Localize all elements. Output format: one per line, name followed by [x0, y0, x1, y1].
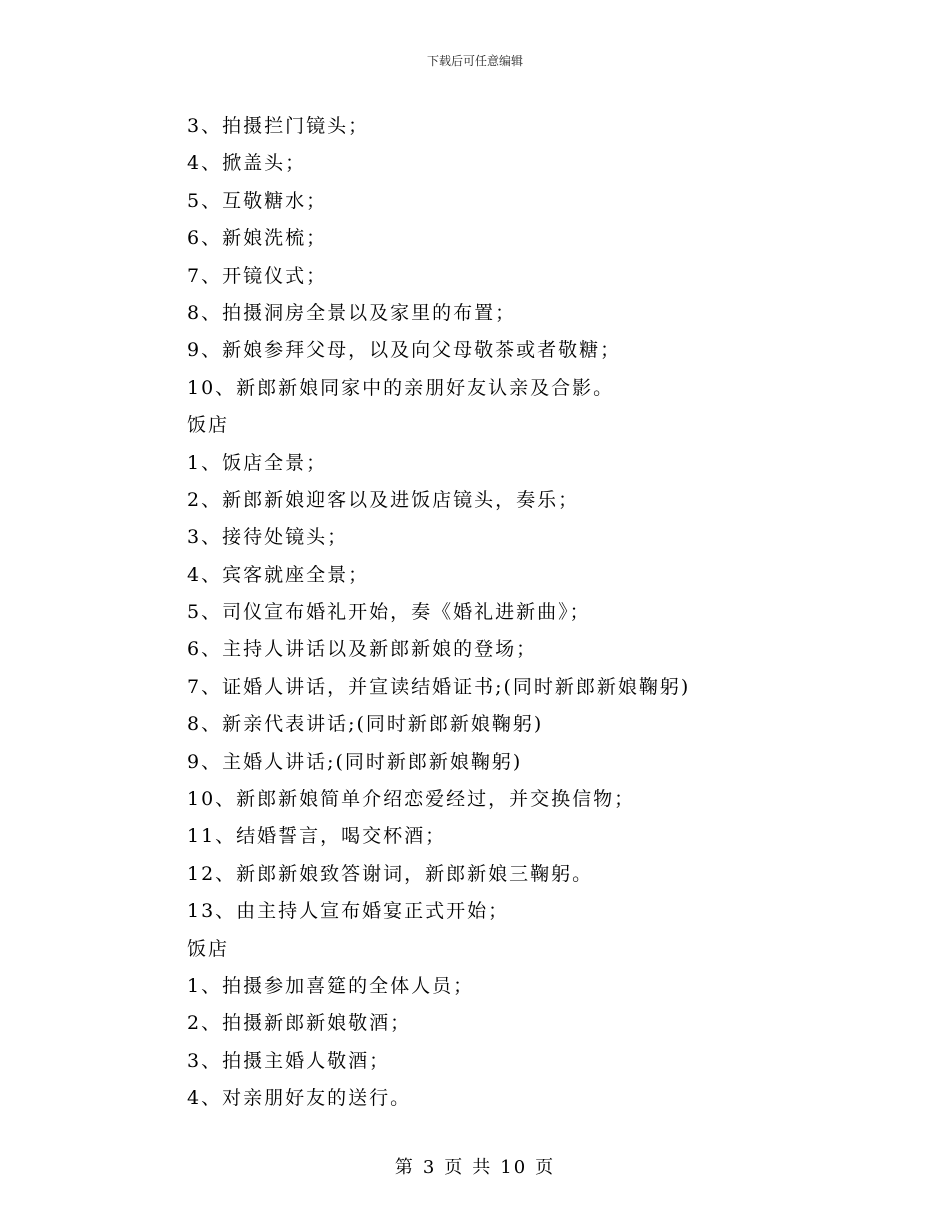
text-line: 13、由主持人宣布婚宴正式开始；: [187, 900, 510, 923]
text-line: 8、拍摄洞房全景以及家里的布置；: [187, 301, 517, 324]
text-line: 6、主持人讲话以及新郎新娘的登场；: [187, 638, 538, 661]
text-line: 4、宾客就座全景；: [187, 563, 370, 586]
footer-total-word: 共: [472, 1157, 493, 1178]
footer-suffix: 页: [535, 1157, 556, 1178]
total-pages-number: 10: [500, 1157, 528, 1178]
current-page-number: 3: [422, 1157, 437, 1178]
text-line: 1、拍摄参加喜筵的全体人员；: [187, 974, 475, 997]
text-line: 7、证婚人讲话，并宣读结婚证书;(同时新郎新娘鞠躬): [187, 675, 691, 698]
text-line: 11、结婚誓言，喝交杯酒；: [187, 825, 447, 848]
text-line: 10、新郎新娘同家中的亲朋好友认亲及合影。: [187, 376, 615, 399]
text-line: 3、接待处镜头；: [187, 526, 349, 549]
text-line: 3、拍摄拦门镜头；: [187, 115, 370, 137]
page-footer: [0, 1153, 950, 1179]
text-line: 1、饭店全景；: [187, 451, 328, 474]
text-line: 9、新娘参拜父母，以及向父母敬茶或者敬糖；: [187, 339, 622, 362]
text-line: 5、互敬糖水；: [187, 189, 328, 212]
text-line: 2、新郎新娘迎客以及进饭店镜头，奏乐；: [187, 488, 580, 511]
text-line: 5、司仪宣布婚礼开始，奏《婚礼进新曲》；: [187, 601, 591, 624]
text-line: 10、新郎新娘简单介绍恋爱经过，并交换信物；: [187, 788, 636, 811]
document-body: [187, 108, 887, 1118]
page-header: 下载后可任意编辑: [426, 54, 523, 68]
text-line: 12、新郎新娘致答谢词，新郎新娘三鞠躬。: [187, 862, 594, 885]
footer-page-word: 页: [444, 1157, 465, 1178]
text-line: 3、拍摄主婚人敬酒；: [187, 1049, 391, 1072]
footer-prefix: 第: [394, 1157, 415, 1178]
text-line: 4、对亲朋好友的送行。: [187, 1087, 412, 1110]
text-line: 8、新亲代表讲话;(同时新郎新娘鞠躬): [187, 713, 544, 736]
section-heading: 饭店: [187, 937, 230, 960]
text-line: 2、拍摄新郎新娘敬酒；: [187, 1012, 412, 1035]
text-line: 4、掀盖头；: [187, 152, 307, 175]
section-heading: 饭店: [187, 414, 230, 437]
text-line: 6、新娘洗梳；: [187, 227, 328, 250]
text-line: 7、开镜仪式；: [187, 264, 328, 287]
text-line: 9、主婚人讲话;(同时新郎新娘鞠躬): [187, 750, 523, 773]
